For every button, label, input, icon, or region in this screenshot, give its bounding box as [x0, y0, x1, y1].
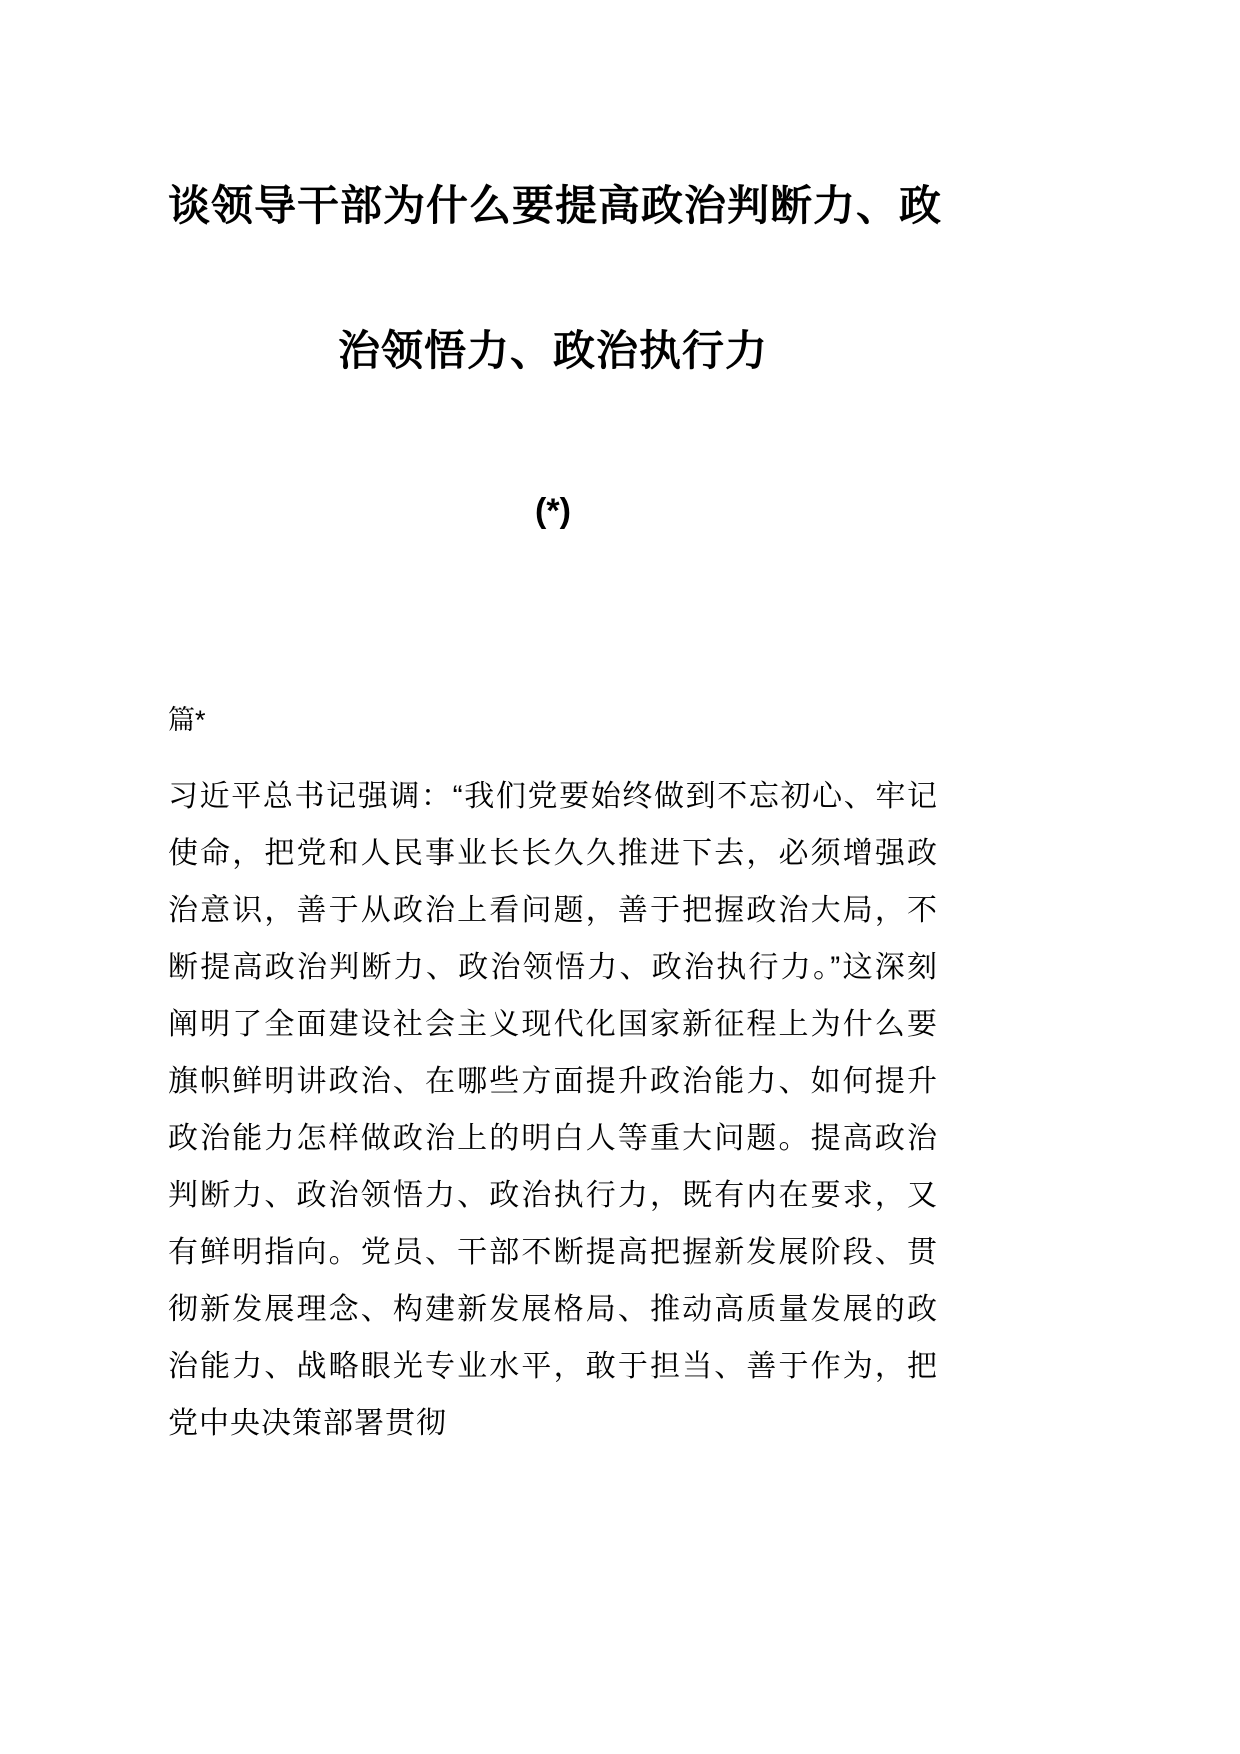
document-title: [168, 133, 943, 423]
body-paragraph: 习近平总书记强调：“我们党要始终做到不忘初心、牢记使命，把党和人民事业长长久久推进下去，必须增强政治意识，善于从政治上看问题，善于把握政治大局，不断提高政治判断力、政治领悟力、政治执行力。”这深刻阐明了全面建设社会主义现代化国家新征程上为什么要旗帜鲜明讲政治、在哪些方面提升政治能力、如何提升政治能力怎样做政治上的明白人等重大问题。提高政治判断力、政治领悟力、政治执行力，既有内在要求，又有鲜明指向。党员、干部不断提高把握新发展阶段、贯彻新发展理念、构建新发展格局、推动高质量发展的政治能力、战略眼光专业水平，敢于担当、善于作为，把党中央决策部署贯彻: [168, 780, 938, 1440]
document-content-area: [168, 0, 943, 1754]
document-subtitle: (*): [535, 492, 571, 530]
document-title-line-2: 治领悟力、政治执行力: [337, 327, 768, 374]
document-title-line-1: 谈领导干部为什么要提高政治判断力、政: [168, 182, 943, 229]
section-label: 篇*: [168, 705, 206, 735]
